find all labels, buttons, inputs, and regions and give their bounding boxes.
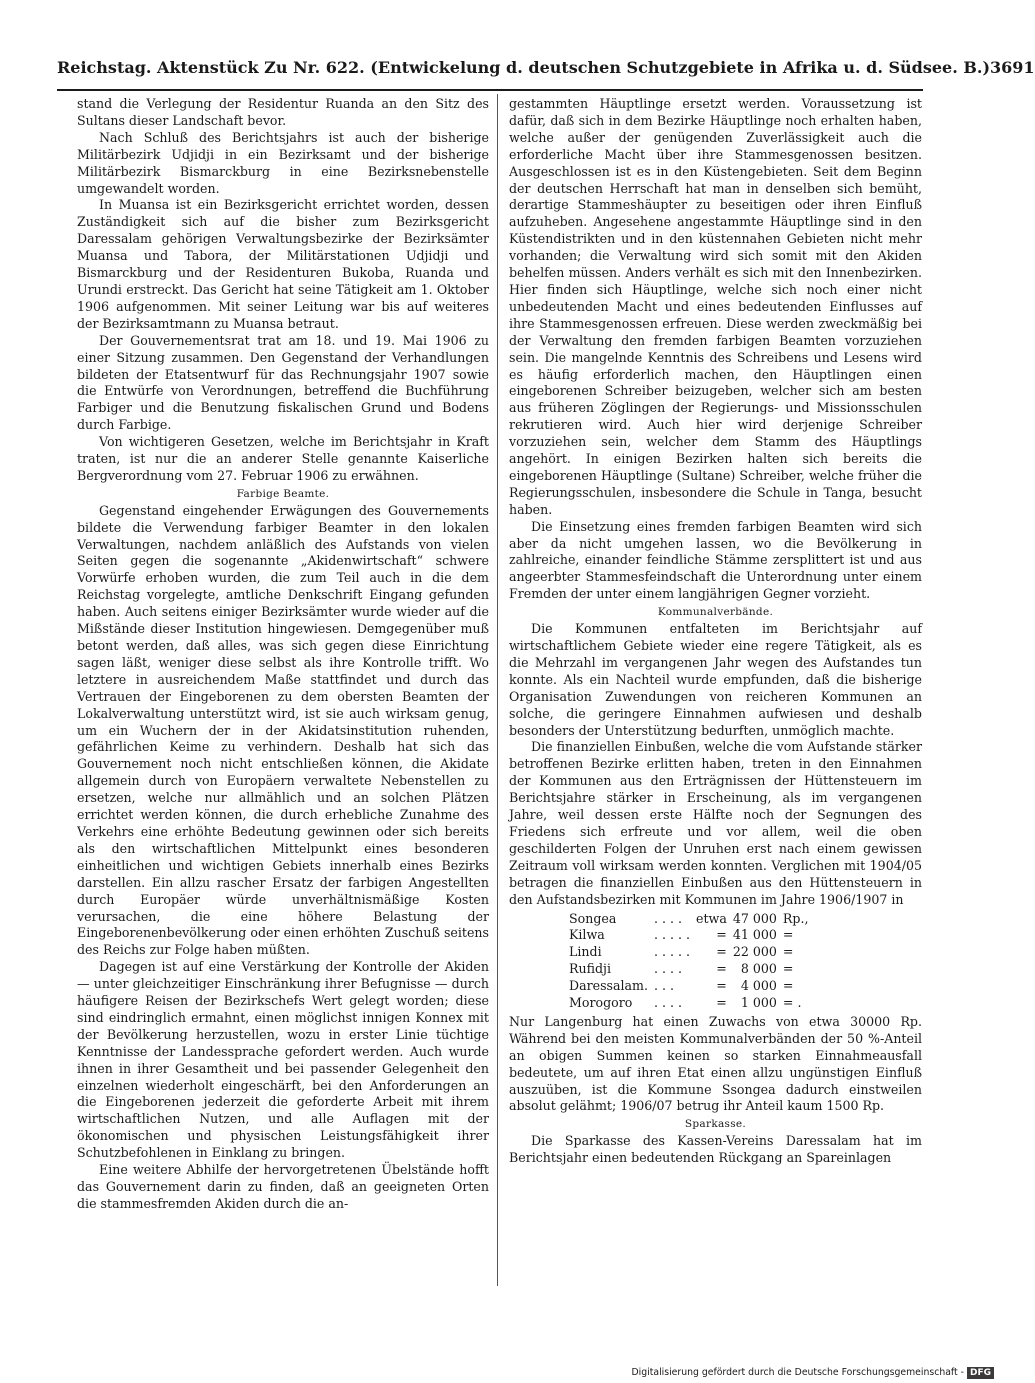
paragraph: Dagegen ist auf eine Verstärkung der Kontrolle der Akiden — unter gleichzeitiger Einschränkung ihrer Befugnisse — durch häufigere Reisen der Bezirkschefs Wert gelegt worden; diese sind eindringlich ermahnt, einen möglichst innigen Konnex mit der Bevölkerung herzustellen, wozu in erster Linie tüchtige Kenntnisse der Landessprache gefordert werden. Auch wurde ihnen in ihrer Gesamtheit und bei passender Gelegenheit den einzelnen wiederholt eingeschärft, bei den Anforderungen an die Eingeborenen jederzeit die geforderte Arbeit mit ihrem wirtschaftlichen Nutzen, und alle Auflagen mit der ökonomischen und physischen Leistungsfähigkeit ihrer Schutzbefohlenen in Einklang zu bringen. xyxy=(77,959,489,1161)
section-heading: Farbige Beamte. xyxy=(236,487,330,500)
dfg-logo: DFG xyxy=(967,1367,994,1379)
unit-cell: = xyxy=(782,961,794,977)
amount-cell: 47 000 xyxy=(732,910,777,926)
column-divider xyxy=(497,94,498,1286)
leader-dots: . . . . . xyxy=(654,927,691,943)
paragraph: Der Gouvernementsrat trat am 18. und 19. Mai 1906 zu einer Sitzung zusammen. Den Gegenstand der Verhandlungen bildeten der Etatsentwurf für das Rechnungsjahr 1907 sowie die Entwürfe von Verordnungen, betreffend die Buchführung Farbiger und die Benutzung fiskalischen Grund und Bodens durch Farbige. xyxy=(77,332,489,433)
page-number: 3691 xyxy=(990,58,1035,77)
table-row xyxy=(569,927,814,944)
leader-dots: . . . . xyxy=(654,910,683,926)
paragraph: Nach Schluß des Berichtsjahrs ist auch der bisherige Militärbezirk Udjidji in ein Bezirksamt und der bisherige Militärbezirk Bismarckburg in eine Bezirksnebenstelle umgewandelt worden. xyxy=(77,129,489,196)
leader-dots: . . . . xyxy=(654,961,683,977)
leader-dots: . . . . . xyxy=(654,944,691,960)
prefix-cell: = xyxy=(716,995,727,1011)
table-row xyxy=(569,995,814,1012)
unit-cell: Rp., xyxy=(782,910,809,926)
table-row xyxy=(569,961,814,978)
prefix-cell: = xyxy=(716,961,727,977)
prefix-cell: etwa xyxy=(696,910,727,926)
right-column xyxy=(509,96,922,1167)
unit-cell: = . xyxy=(782,995,802,1011)
paragraph: Gegenstand eingehender Erwägungen des Gouvernements bildete die Verwendung farbiger Beamter in den lokalen Verwaltungen, nachdem anläßlich des Aufstands von vielen Seiten gegen die sogenannte „Akidenwirtschaft“ schwere Vorwürfe erhoben wurden, die zum Teil auch in die dem Reichstag vorgelegte, amtliche Denkschrift Eingang gefunden haben. Auch seitens einiger Bezirksämter wurde wieder auf die Mißstände dieser Institution hingewiesen. Demgegenüber muß betont werden, daß alles, was sich gegen diese Einrichtung sagen läßt, weniger diese selbst als ihre Kontrolle trifft. Wo letztere in ausreichendem Maße stattfindet und durch das Vertrauen der Eingeborenen zu dem obersten Beamten der Lokalverwaltung unterstützt wird, ist sie auch wirksam genug, um ein Wuchern der in der Akidatsinstitution ruhenden, gefährlichen Keime zu verhindern. Deshalb hat sich das Gouvernement noch nicht entschließen können, die Akidate allgemein durch von Europäern verwaltete Nebenstellen zu ersetzen, welche nur allmählich und an solchen Plätzen errichtet werden können, die durch erhebliche Zunahme des Verkehrs eine erhöhte Bedeutung gewinnen oder sich bereits als den wirtschaftlichen Mittelpunkt eines besonderen einheitlichen und wichtigen Gebiets innerhalb eines Bezirks darstellen. Ein allzu rascher Ersatz der farbigen Angestellten durch Europäer würde unverhältnismäßige Kosten verursachen, die eine höhere Belastung der Eingeborenenbevölkerung oder einen erhöhten Zuschuß seitens des Reichs zur Folge haben müßten. xyxy=(77,502,489,958)
paragraph: gestammten Häuptlinge ersetzt werden. Voraussetzung ist dafür, daß sich in dem Bezirke Häuptlinge noch erhalten haben, welche außer der genügenden Zuverlässigkeit auch die erforderliche Macht über ihre Stammesgenossen besitzen. Ausgeschlossen ist es in den Küstengebieten. Seit dem Beginn der deutschen Herrschaft hat man in denselben sich bemüht, derartige Stammeshäupter zu beseitigen oder ihren Einfluß aufzuheben. Angesehene angestammte Häuptlinge sind in den Küstendistrikten und in den küstennahen Gebieten nicht mehr vorhanden; die Verwaltung wird sich somit mit den Akiden behelfen müssen. Anders verhält es sich mit den Innenbezirken. Hier finden sich Häuptlinge, welche sich noch einer nicht unbedeutenden Macht und eines bedeutenden Einflusses auf ihre Stammesgenossen erfreuen. Diese werden zweckmäßig bei der Verwaltung den fremden farbigen Beamten vorzuziehen sein. Die mangelnde Kenntnis des Schreibens und Lesens wird es häufig erforderlich machen, den Häuptlingen einen eingeborenen Schreiber beizugeben, welcher sich am besten aus früheren Zöglingen der Regierungs- und Missionsschulen rekrutieren wird. Auch hier wird derjenige Schreiber vorzuziehen sein, welcher dem Stamm des Häuptlings angehört. In einigen Bezirken halten sich bereits die eingeborenen Häuptlinge (Sultane) Schreiber, welche früher die Regierungsschulen, insbesondere die Schule in Tanga, besucht haben. xyxy=(509,96,922,517)
table-row xyxy=(569,911,814,928)
paragraph: Nur Langenburg hat einen Zuwachs von etwa 30000 Rp. Während bei den meisten Kommunalverbänden der 50 %-Anteil an obigen Summen keinen so starken Einnahmeausfall bedeutete, um auf ihren Etat einen allzu ungünstigen Einfluß auszuüben, ist die Kommune Ssongea dadurch einstweilen absolut gelähmt; 1906/07 betrug ihr Anteil kaum 1500 Rp. xyxy=(509,1013,922,1114)
prefix-cell: = xyxy=(716,978,727,994)
town-cell: Daressalam. xyxy=(569,978,648,994)
leader-dots: . . . xyxy=(654,978,675,994)
town-cell: Morogoro xyxy=(569,995,633,1011)
unit-cell: = xyxy=(782,978,794,994)
leader-dots: . . . . xyxy=(654,995,683,1011)
paragraph: Die Kommunen entfalteten im Berichtsjahr auf wirtschaftlichem Gebiete wieder eine regere Tätigkeit, als es die Mehrzahl im vergangenen Jahr wegen des Aufstandes tun konnte. Als ein Nachteil wurde empfunden, daß die bisherige Organisation Zuwendungen von reicheren Kommunen an solche, die geringere Einnahmen aufwiesen und deshalb besonders der Unterstützung bedurften, unmöglich machte. xyxy=(509,621,922,738)
prefix-cell: = xyxy=(716,927,727,943)
amount-cell: 4 000 xyxy=(740,978,777,994)
prefix-cell: = xyxy=(716,944,727,960)
paragraph: Eine weitere Abhilfe der hervorgetretenen Übelstände hofft das Gouvernement darin zu finden, daß an geeigneten Orten die stammesfremden Akiden durch die an- xyxy=(77,1162,489,1211)
town-cell: Kilwa xyxy=(569,927,605,943)
running-header xyxy=(57,58,1035,88)
town-cell: Rufidji xyxy=(569,961,611,977)
amount-cell: 8 000 xyxy=(740,961,777,977)
credit-text: Digitalisierung gefördert durch die Deutsche Forschungsgemeinschaft - xyxy=(631,1367,964,1378)
paragraph: Die Einsetzung eines fremden farbigen Beamten wird sich aber da nicht umgehen lassen, wo die Bevölkerung in zahlreiche, einander feindliche Stämme zersplittert ist und aus angeerbter Stammesfeindschaft die Unterordnung unter einem Fremden der unter einem langjährigen Gegner vorzieht. xyxy=(509,518,922,602)
town-cell: Lindi xyxy=(569,944,602,960)
amount-cell: 1 000 xyxy=(740,995,777,1011)
section-heading: Kommunalverbände. xyxy=(657,606,774,619)
unit-cell: = xyxy=(782,927,794,943)
header-title: Reichstag. Aktenstück Zu Nr. 622. (Entwickelung d. deutschen Schutzgebiete in Afrika u. d. Südsee. B.) xyxy=(57,58,991,77)
unit-cell: = xyxy=(782,944,794,960)
left-column xyxy=(77,96,489,1213)
digitization-credit xyxy=(604,1366,994,1380)
amount-cell: 41 000 xyxy=(732,927,777,943)
town-cell: Songea xyxy=(569,910,617,926)
table-row xyxy=(569,944,814,961)
header-rule xyxy=(57,89,923,91)
section-heading: Sparkasse. xyxy=(684,1118,747,1131)
paragraph: Die finanziellen Einbußen, welche die vom Aufstande stärker betroffenen Bezirke erlitten haben, treten in den Einnahmen der Kommunen aus den Erträgnissen der Hüttensteuern im Berichtsjahre stärker in Erscheinung, als im vergangenen Jahre, weil dessen erste Hälfte noch der Segnungen des Friedens sich erfreute und vor allem, weil die oben geschilderten Folgen der Unruhen erst nach einem gewissen Zeitraum voll wirksam werden konnten. Verglichen mit 1904/05 betragen die finanziellen Einbußen aus den Hüttensteuern in den Aufstandsbezirken mit Kommunen im Jahre 1906/1907 in xyxy=(509,739,922,907)
paragraph: Von wichtigeren Gesetzen, welche im Berichtsjahr in Kraft traten, ist nur die an anderer Stelle genannte Kaiserliche Bergverordnung vom 27. Februar 1906 zu erwähnen. xyxy=(77,434,489,483)
paragraph: stand die Verlegung der Residentur Ruanda an den Sitz des Sultans dieser Landschaft bevor. xyxy=(77,96,489,128)
paragraph: Die Sparkasse des Kassen-Vereins Daressalam hat im Berichtsjahr einen bedeutenden Rückgang an Spareinlagen xyxy=(509,1133,922,1166)
table-row xyxy=(569,978,814,995)
losses-table xyxy=(569,911,814,1012)
paragraph: In Muansa ist ein Bezirksgericht errichtet worden, dessen Zuständigkeit sich auf die bisher zum Bezirksgericht Daressalam gehörigen Verwaltungsbezirke der Bezirksämter Muansa und Tabora, der Militärstationen Udjidji und Bismarckburg und der Residenturen Bukoba, Ruanda und Urundi erstreckt. Das Gericht hat seine Tätigkeit am 1. Oktober 1906 aufgenommen. Mit seiner Leitung war bis auf weiteres der Bezirksamtmann zu Muansa betraut. xyxy=(77,197,489,331)
amount-cell: 22 000 xyxy=(732,944,777,960)
